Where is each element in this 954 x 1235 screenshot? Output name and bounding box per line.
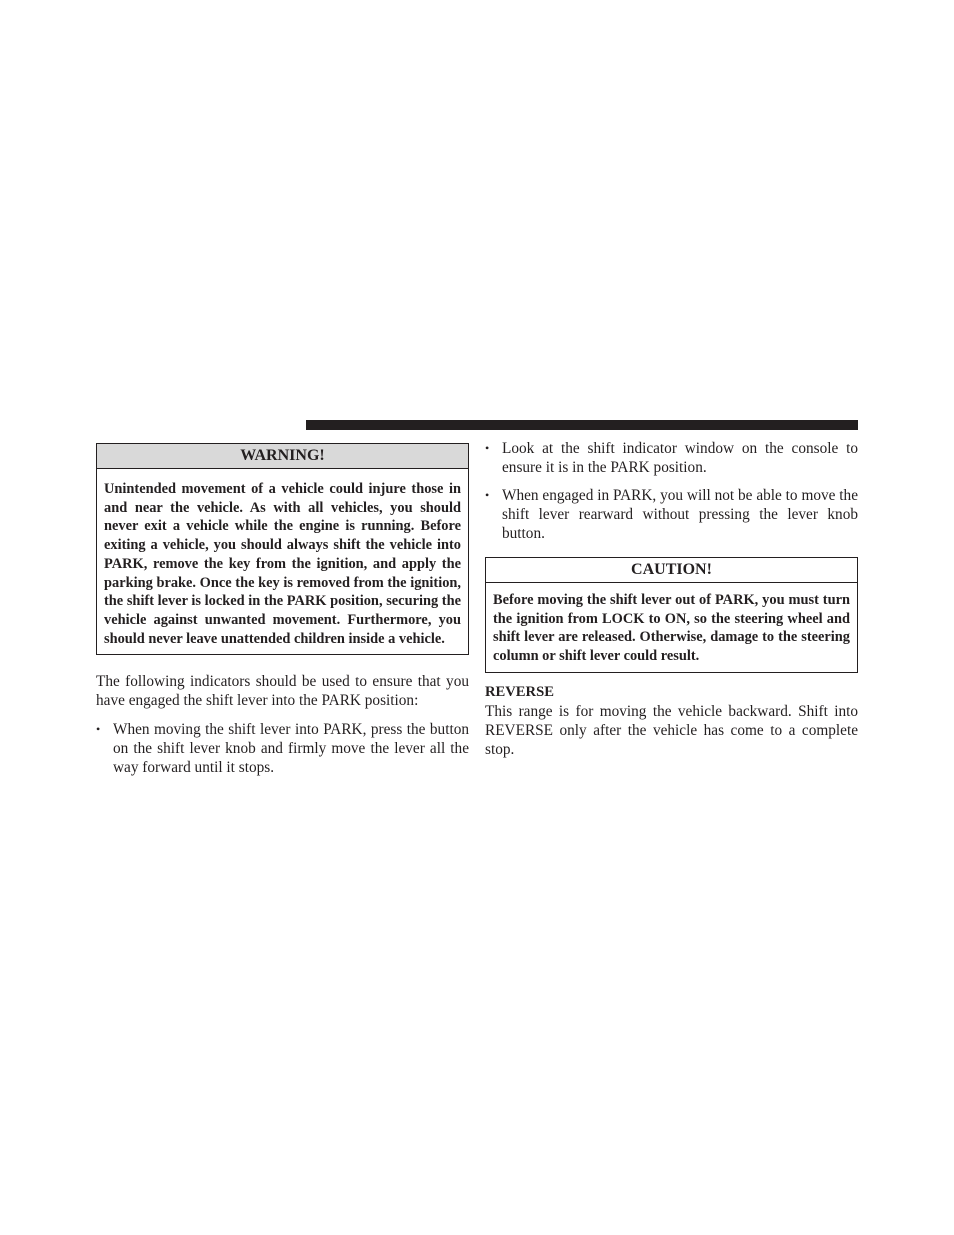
intro-paragraph: The following indicators should be used to ensure that you have engaged the shift lever into the PARK position:: [96, 673, 469, 710]
left-bullet-list: [96, 720, 469, 777]
left-column: [96, 443, 469, 777]
warning-body: Unintended movement of a vehicle could injure those in and near the vehicle. As with all vehicles, you should never exit a vehicle while the engine is running. Before exiting a vehicle, you should always shift the vehicle into PARK, remove the key from the ignition, and apply the parking brake. Once the key is removed from the ignition, the shift lever is locked in the PARK position, securing the vehicle against unwanted movement. Furthermore, you should never leave unattended children inside a vehicle.: [104, 481, 461, 647]
list-item: [485, 439, 858, 477]
bullet-text: When engaged in PARK, you will not be able to move the shift lever rearward without pressing the lever knob button.: [502, 487, 858, 542]
reverse-paragraph: This range is for moving the vehicle backward. Shift into REVERSE only after the vehicle has come to a complete stop.: [485, 702, 858, 758]
caution-box: [485, 557, 858, 673]
list-item: [485, 486, 858, 543]
bullet-text: When moving the shift lever into PARK, press the button on the shift lever knob and firmly move the lever all the way forward until it stops.: [113, 721, 469, 777]
reverse-heading: REVERSE: [485, 683, 554, 700]
list-item: [96, 720, 469, 777]
caution-title: CAUTION!: [486, 558, 857, 583]
caution-body: Before moving the shift lever out of PARK, you must turn the ignition from LOCK to ON, so the steering wheel and shift lever are released. Otherwise, damage to the steering column or shift lever could result.: [493, 592, 850, 665]
right-column: [485, 440, 858, 759]
right-bullet-list: [485, 439, 858, 543]
warning-box: [96, 443, 469, 655]
section-header-bar: [306, 420, 858, 430]
warning-title: WARNING!: [97, 444, 468, 469]
bullet-text: Look at the shift indicator window on the console to ensure it is in the PARK position.: [502, 440, 858, 476]
bullet-icon: •: [96, 722, 101, 737]
bullet-icon: •: [485, 441, 490, 455]
bullet-icon: •: [485, 488, 490, 502]
